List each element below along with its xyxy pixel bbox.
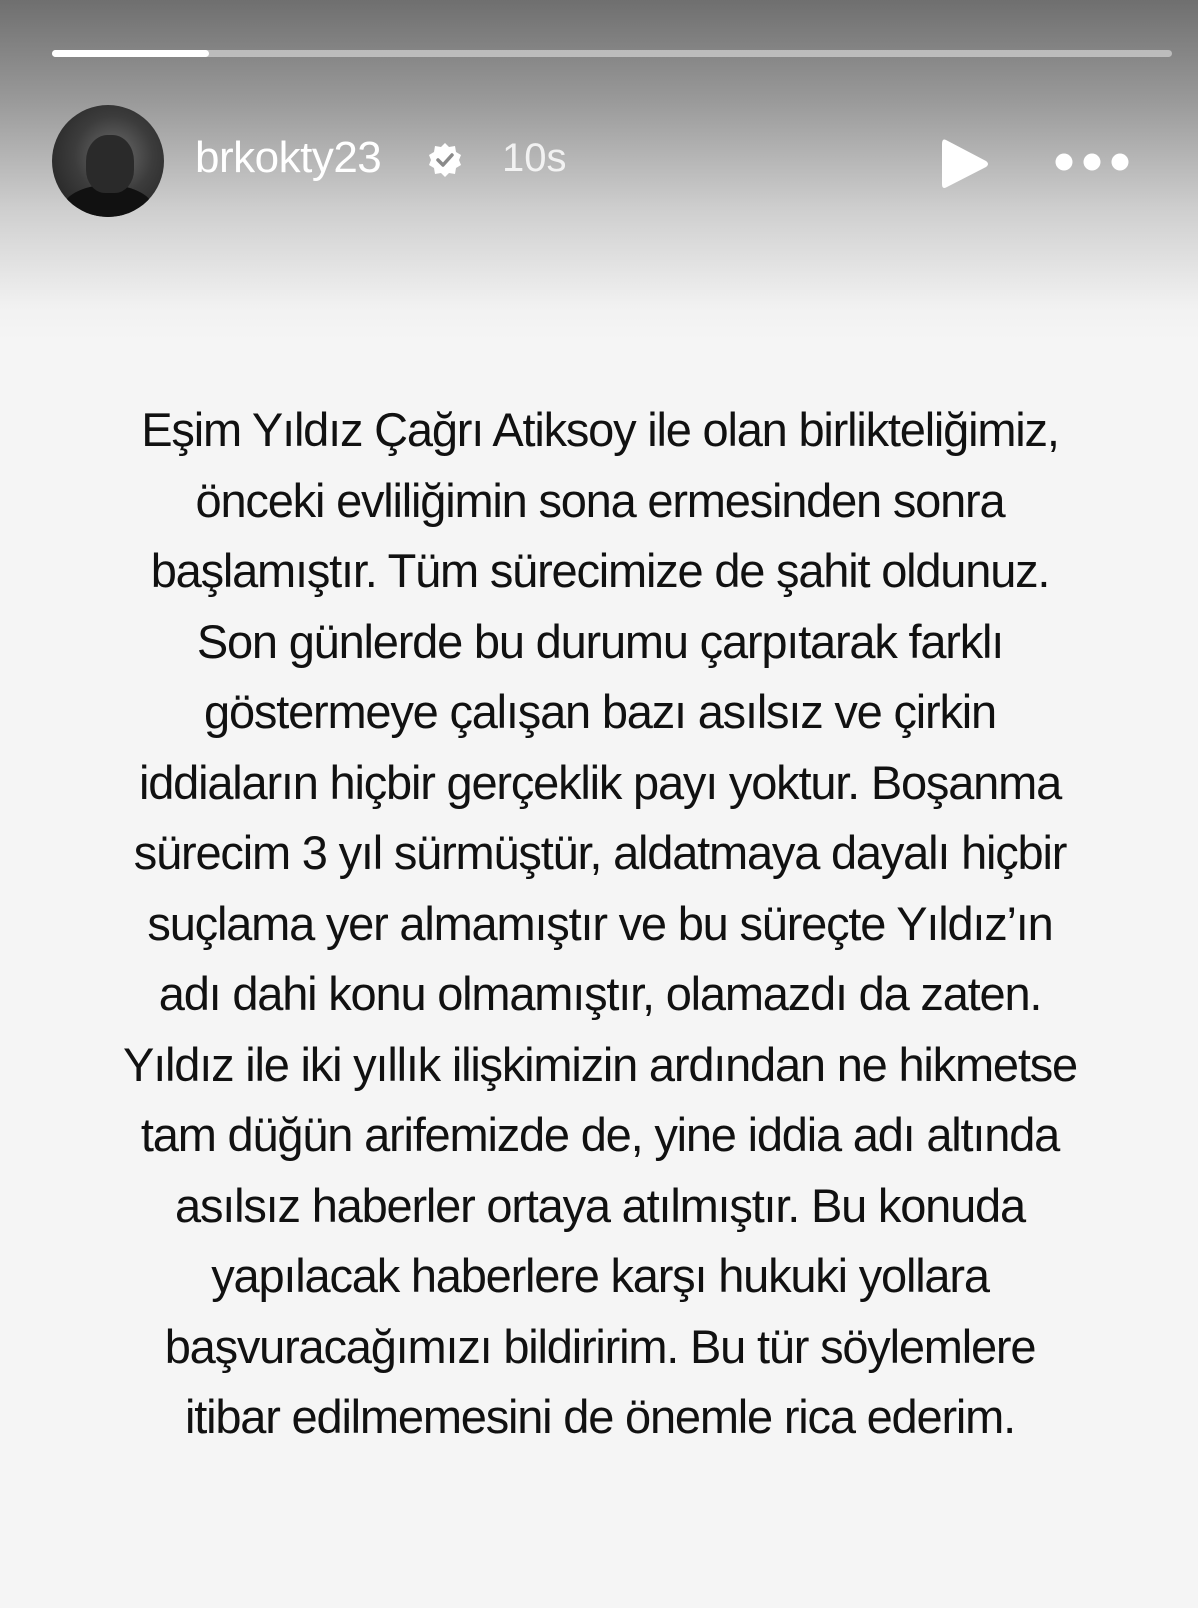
story-text-line: yapılacak haberlere karşı hukuki yollara [211,1249,989,1302]
story-text-line: itibar edilmemesini de önemle rica ederim. [185,1390,1015,1443]
avatar[interactable] [52,105,164,217]
story-text-line: Eşim Yıldız Çağrı Atiksoy ile olan birlikteliğimiz, [141,403,1059,456]
story-text-line: suçlama yer almamıştır ve bu süreçte Yıldız’ın [147,896,1053,950]
play-icon[interactable] [940,136,990,192]
story-text-line: asılsız haberler ortaya atılmıştır. Bu konuda [175,1178,1025,1232]
more-options-icon[interactable] [1052,145,1132,179]
story-text-line: göstermeye çalışan bazı asılsız ve çirkin [204,685,996,738]
story-header [0,0,1198,340]
story-text-line: başlamıştır. Tüm sürecimize de şahit oldunuz. [150,544,1050,597]
story-text-line: adı dahi konu olmamıştır, olamazdı da zaten. [158,967,1042,1020]
story-timestamp: 10s [502,136,567,180]
story-text-line: Son günlerde bu durumu çarpıtarak farklı [196,614,1004,668]
story-text-line: başvuracağımızı bildiririm. Bu tür söylemlere [164,1319,1036,1373]
username[interactable]: brkokty23 [195,133,382,182]
story-text [60,395,1140,1453]
story-text-line: iddiaların hiçbir gerçeklik payı yoktur. Boşanma [138,755,1062,809]
story-text-line: önceki evliliğimin sona ermesinden sonra [195,473,1005,527]
story-text-line: sürecim 3 yıl sürmüştür, aldatmaya dayalı hiçbir [133,826,1067,879]
story-progress-bar [52,50,1172,57]
verified-badge-icon [427,142,463,178]
story-progress-fill [52,50,209,57]
avatar-silhouette-head [86,135,134,193]
story-text-line: tam düğün arifemizde de, yine iddia adı altında [140,1108,1060,1161]
story-text-line: Yıldız ile iki yıllık ilişkimizin ardından ne hikmetse [123,1037,1077,1091]
